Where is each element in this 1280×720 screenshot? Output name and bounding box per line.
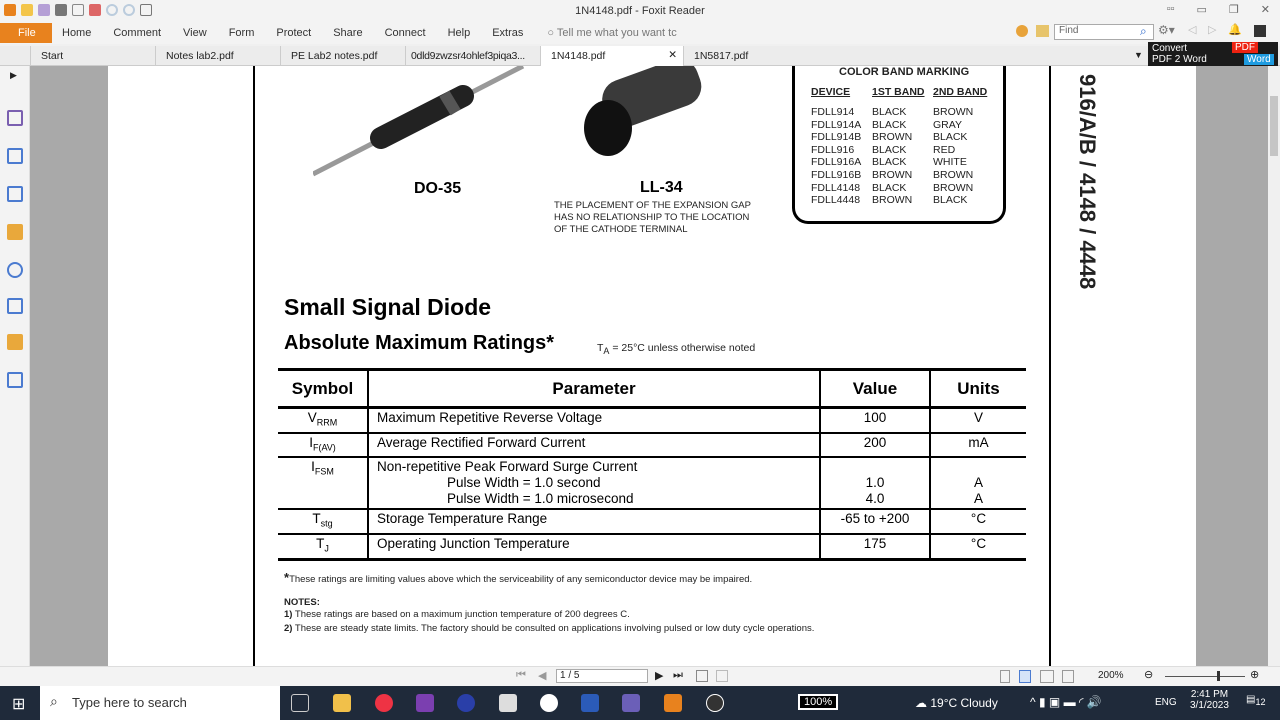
cbm-header: 2ND BAND [933,86,988,98]
value-line: 175 [863,536,887,552]
value-line: 4.0 [865,491,885,507]
bell-icon[interactable]: 🔔 [1228,24,1242,36]
search-icon[interactable]: ⌕ [1140,24,1147,38]
close-button[interactable]: ✕ [1260,4,1270,16]
clock[interactable] [1190,689,1229,711]
table-row [278,457,1026,509]
doc-subtitle: Absolute Maximum Ratings* [284,332,555,354]
value-line: 100 [863,410,887,425]
chrome-icon[interactable] [375,694,393,712]
tab-bar [0,46,1280,66]
cbm-cell: FDLL916B [811,169,862,181]
close-tab-icon[interactable]: ✕ [668,49,677,61]
do35-diode-image [313,66,533,186]
page-border-left [253,66,255,666]
back-icon[interactable]: ◁ [1188,24,1197,36]
minimize-button[interactable]: ▭ [1196,4,1207,16]
do35-label: DO-35 [414,180,462,197]
notes-label: NOTES: [284,597,320,608]
gear-icon[interactable]: ⚙▾ [1158,23,1175,37]
cbm-cell: BLACK [933,131,968,144]
cbm-cell: BLACK [872,106,907,118]
app-icon[interactable] [457,694,475,712]
cbm-cell: BROWN [933,169,974,181]
continuous-facing-icon[interactable] [1062,670,1074,683]
symbol-sub: RRM [316,417,338,428]
pdf-badge: PDF [1232,42,1258,53]
value-line: 200 [863,434,887,450]
ll34-diode-image [578,66,718,166]
cbm-cell: FDLL914 [811,106,855,118]
window-title: 1N4148.pdf - Foxit Reader [575,5,705,17]
comments-icon[interactable] [7,224,23,240]
battery-indicator[interactable]: 100% [798,694,838,710]
previous-view-icon[interactable] [696,670,708,682]
windows-start-icon[interactable]: ⊞ [12,696,26,713]
scrollbar-thumb[interactable] [1270,96,1278,156]
last-page-icon[interactable]: ⏭ [673,669,683,681]
security-lock-icon[interactable] [7,334,23,350]
zoom-level[interactable]: 200% [1098,670,1124,681]
symbol-cell [278,534,368,559]
menu-home[interactable]: Home [62,27,92,39]
zoom-slider[interactable] [1165,676,1245,677]
facing-page-icon[interactable] [1040,670,1054,683]
table-row [278,433,1026,458]
vertical-scrollbar[interactable] [1268,66,1280,666]
title-bar [0,0,1280,22]
tab-start[interactable]: Start [30,46,155,66]
value-cell [820,408,930,433]
param-line: Pulse Width = 1.0 second [447,475,601,491]
cbm-header: 1ST BAND [872,86,925,98]
doc-title: Small Signal Diode [284,294,492,320]
part-numbers-vertical: 916/A/B / 4148 / 4448 [1075,74,1100,290]
ll34-label: LL-34 [640,179,683,196]
menu-comment[interactable]: Comment [113,27,162,39]
zoom-in-icon[interactable]: ⊕ [1250,669,1260,681]
tell-me-text: Tell me what you want tc [556,27,677,39]
unit-cell [930,433,1026,458]
cbm-cell: WHITE [933,156,967,169]
ribbon-toggle-icon[interactable]: ▫▫ [1166,3,1175,15]
layers-icon[interactable] [7,186,23,202]
cbm-cell: BLACK [872,181,907,194]
menu-share[interactable]: Share [333,27,363,39]
zoom-out-icon[interactable]: ⊖ [1144,669,1154,681]
symbol: I [309,434,313,450]
cbm-cell: GRAY [933,118,962,131]
unit-line: °C [970,536,987,552]
conditions-note [597,342,755,356]
search-folder-icon[interactable] [1036,25,1049,37]
next-view-icon[interactable] [716,670,728,682]
symbol-sub: F(AV) [312,442,336,453]
notifications-icon[interactable]: $▤_{12}$ [1246,694,1266,707]
col-units: Units [930,370,1026,408]
pdf-page [108,66,1196,666]
symbol-cell [278,509,368,534]
word-badge: Word [1244,54,1274,65]
cbm-cell: BLACK [872,143,907,156]
tray-icons[interactable]: ^ ▮ ▣ ▬ ◜ 🔊 [1030,695,1102,709]
parameter-cell [368,509,820,534]
pages-icon[interactable] [7,110,23,126]
convert-pdf-to-word-ad[interactable] [1148,42,1278,66]
menu-help[interactable]: Help [447,27,471,39]
cloud-icon: ☁ [915,696,931,710]
whatsapp-icon[interactable] [540,694,558,712]
value-cell [820,433,930,458]
taskbar-search[interactable] [40,686,280,720]
note-text: These are steady state limits. The factory should be consulted on applications involving pulsed or low duty cycle operations. [292,623,815,634]
gap-note-line: THE PLACEMENT OF THE EXPANSION GAP [554,200,751,211]
cbm-cell: BLACK [933,194,968,207]
cbm-cell: FDLL916A [811,156,862,169]
symbol-sub: stg [320,519,333,530]
first-page-icon[interactable]: ⏮ [516,669,526,681]
cbm-cell: BROWN [933,181,974,194]
symbol: I [311,459,315,475]
ratings-table [278,368,1026,561]
notification-count: 12 [1255,697,1266,707]
tell-me-input[interactable] [547,27,676,39]
symbol: T [316,536,325,552]
search-icon: ⌕ [50,693,58,709]
table-row [278,534,1026,559]
param-line: Pulse Width = 1.0 microsecond [447,491,634,507]
symbol: T [312,511,321,527]
unit-line: A [973,475,983,491]
cbm-header: DEVICE [811,86,851,98]
bookmarks-icon[interactable] [7,148,23,164]
parameter-cell [368,534,820,559]
forward-icon[interactable]: ▷ [1208,24,1217,36]
cond-sub: A [603,346,610,357]
unit-cell [930,457,1026,509]
unit-line: °C [970,511,987,527]
param-line: Non-repetitive Peak Forward Surge Current [377,459,638,475]
cbm-cell: RED [933,143,956,156]
onenote-icon[interactable] [416,694,434,712]
param-line: Maximum Repetitive Reverse Voltage [377,410,603,425]
unit-cell [930,509,1026,534]
whiteboard-icon[interactable] [499,694,517,712]
note-2 [284,623,814,634]
note-num: 1) [284,609,293,620]
menu-extras[interactable]: Extras [492,27,524,39]
tab-label: 1N4148.pdf [551,50,606,62]
symbol-sub: J [324,543,329,554]
expansion-gap-note [554,200,751,236]
signatures-icon[interactable] [7,298,23,314]
convert-line1: Convert [1152,43,1188,54]
value-line: -65 to +200 [840,511,910,527]
symbol-sub: FSM [314,467,334,478]
cbm-cell: BROWN [872,131,913,144]
continuous-page-icon[interactable] [1019,670,1031,683]
menu-protect[interactable]: Protect [276,27,312,39]
value-cell [820,509,930,534]
param-line: Average Rectified Forward Current [377,434,586,450]
menu-form[interactable]: Form [228,27,255,39]
param-line: Storage Temperature Range [377,511,548,527]
footnote: *These ratings are limiting values above which the serviceability of any semiconductor device may be impaired. [284,570,753,585]
parameter-cell [368,433,820,458]
cbm-cell: BROWN [933,106,974,118]
expand-panel-icon[interactable]: ▶ [10,70,17,80]
gap-note-line: HAS NO RELATIONSHIP TO THE LOCATION [554,212,750,223]
unit-line: mA [968,434,989,450]
cbm-cell: FDLL4148 [811,181,861,194]
cbm-cell: FDLL914A [811,118,862,131]
gap-note-line: OF THE CATHODE TERMINAL [554,224,688,235]
unit-line: A [973,491,983,507]
cbm-cell: FDLL4448 [811,194,861,207]
search-panel-icon[interactable] [7,372,23,388]
cbm-cell: BROWN [872,194,913,207]
cond-t: T [597,342,604,354]
note-1 [284,609,630,620]
foxit-taskbar-icon[interactable] [664,694,682,712]
cbm-cell: BLACK [872,118,907,131]
unit-line [939,459,1018,475]
account-icon[interactable] [1254,25,1266,37]
attachments-icon[interactable] [7,262,23,278]
col-value: Value [820,370,930,408]
cbm-cell: BLACK [872,156,907,169]
weather-text: 19°C Cloudy [930,696,998,710]
menu-connect[interactable]: Connect [384,27,426,39]
symbol: V [307,410,317,425]
parameter-cell [368,457,820,509]
table-row [278,408,1026,433]
unit-cell [930,408,1026,433]
unit-cell [930,534,1026,559]
tab-1n5817[interactable]: 1N5817.pdf [683,46,818,66]
page-number-input[interactable]: 1 / 5 [556,669,648,683]
value-line [829,459,921,475]
footnote-text: These ratings are limiting values above which the serviceability of any semiconductor device may be impaired. [289,574,753,585]
cbm-title: COLOR BAND MARKING [839,66,970,78]
unit-line: V [973,410,983,425]
restore-button[interactable]: ❐ [1228,4,1239,16]
note-text: These ratings are based on a maximum junction temperature of 200 degrees C. [292,609,630,620]
file-explorer-icon[interactable] [333,694,351,712]
color-band-marking-box [792,66,1006,224]
weather[interactable] [915,696,998,710]
cbm-cell: FDLL914B [811,131,862,144]
obs-icon[interactable] [706,694,724,712]
cbm-cell: BROWN [872,169,913,181]
value-cell [820,457,930,509]
lightbulb-icon: ○ [547,27,557,39]
note-num: 2) [284,623,293,634]
col-symbol: Symbol [278,370,368,408]
tab-1n4148[interactable] [540,46,683,66]
single-page-icon[interactable] [1000,670,1010,683]
prev-page-icon[interactable]: ◀ [538,670,547,682]
zoom-slider-handle[interactable] [1217,671,1220,681]
value-line: 1.0 [865,475,885,491]
col-parameter: Parameter [368,370,820,408]
symbol-cell [278,433,368,458]
task-view-icon[interactable] [291,694,309,712]
value-cell [820,534,930,559]
date: 3/1/2023 [1190,700,1229,711]
menu-view[interactable]: View [183,27,207,39]
table-row [278,509,1026,534]
page-border-right [1049,66,1051,666]
app-icon-2[interactable] [622,694,640,712]
convert-line2: PDF 2 Word [1152,54,1207,65]
tab-pe-lab2-notes[interactable]: PE Lab2 notes.pdf [280,46,405,66]
param-line: Operating Junction Temperature [377,536,570,552]
file-menu[interactable]: File [0,23,52,43]
next-page-icon[interactable]: ▶ [655,670,664,682]
time: 2:41 PM [1190,689,1229,700]
language-indicator[interactable]: ENG [1155,697,1177,708]
tab-0dld9[interactable]: 0dld9zwzsr4ohlef3piqa3... [405,46,540,66]
tab-notes-lab2[interactable]: Notes lab2.pdf [155,46,280,66]
search-placeholder: Type here to search [72,695,187,710]
tab-list-dropdown-icon[interactable]: ▼ [1134,50,1143,60]
find-input[interactable]: Find [1054,24,1154,40]
navigation-panel [0,66,30,666]
symbol-cell [278,457,368,509]
parameter-cell [368,408,820,433]
cbm-cell: FDLL916 [811,143,855,156]
word-icon[interactable] [581,694,599,712]
cond-text: = 25°C unless otherwise noted [609,342,756,354]
smiley-icon[interactable] [1016,25,1028,37]
symbol-cell [278,408,368,433]
